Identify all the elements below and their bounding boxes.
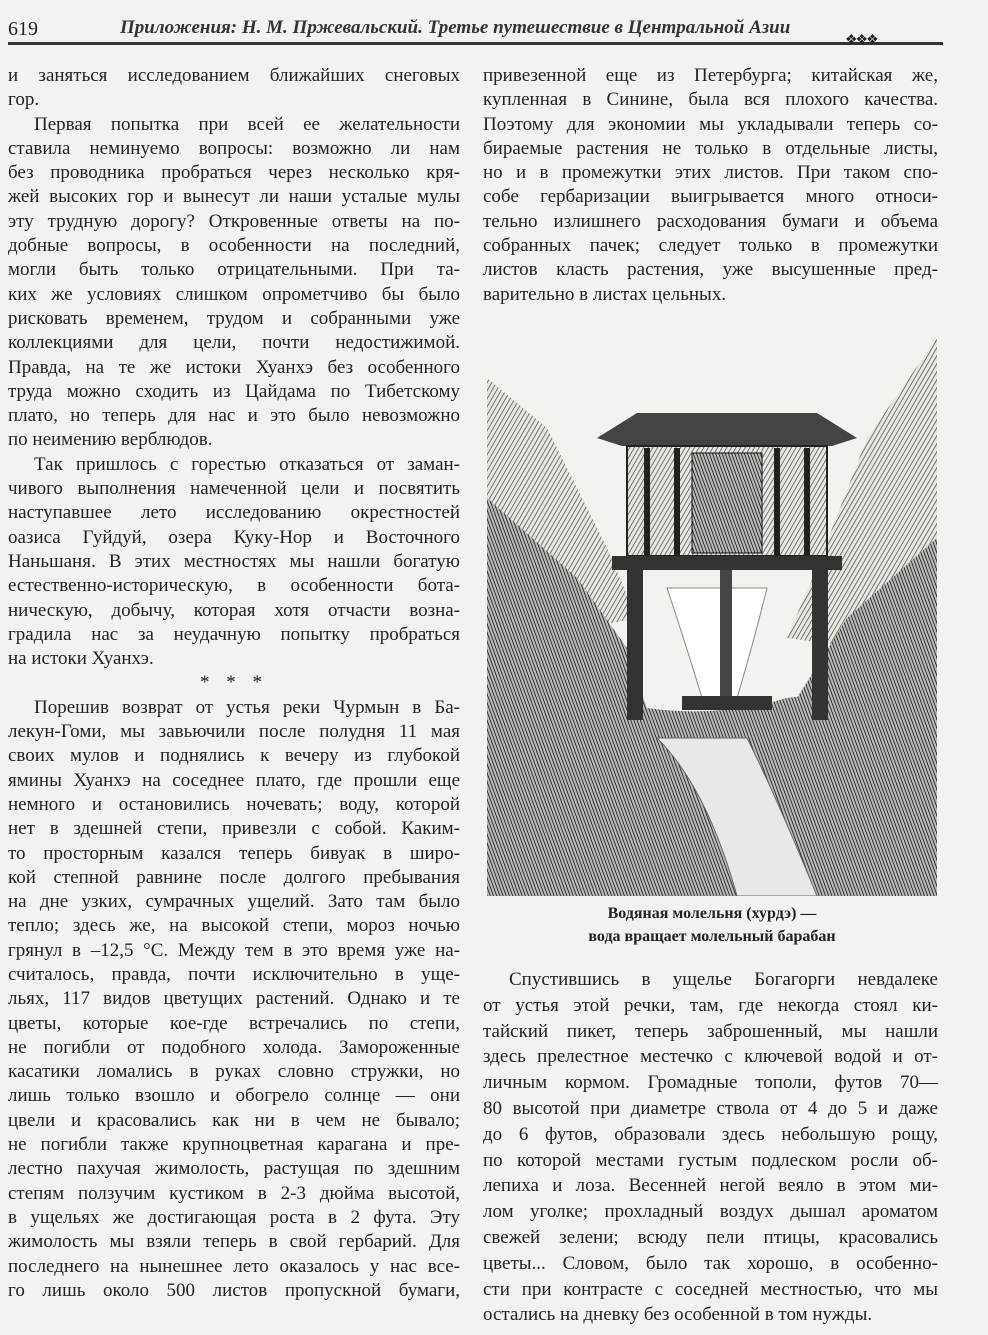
text-line: по которой местами густым подлеском росли об- [483, 1149, 938, 1171]
text-line: личным кормом. Громадные тополи, футов 70— [483, 1072, 938, 1094]
header-rule [8, 42, 943, 45]
text-line: привезенной еще из Петербурга; китайская же, [483, 65, 938, 86]
right-column-top [483, 64, 938, 307]
text-line: немного и остановились ночевать; воду, которой [8, 793, 460, 815]
text-line: последнего на нынешнее лето оказалось у нас все- [8, 1255, 460, 1277]
text-line: цвели и красовались как ни в чем не бывало; [8, 1109, 460, 1131]
text-line: лишь только взошло и обогрело солнце — они [8, 1085, 460, 1107]
text-line: Правда, на те же истоки Хуанхэ без особенного [8, 356, 460, 378]
text-line: по неимению верблюдов. [8, 429, 213, 451]
text-line: эту трудную дорогу? Откровенные ответы на по- [8, 210, 460, 232]
text-line: наступавшее лето исследованию окрестностей [8, 502, 460, 524]
text-line: и заняться исследованием ближайших снеговых [8, 65, 460, 86]
text-line: в ущельях же достигающая роста в 2 фута. Эту [8, 1206, 460, 1228]
text-line: лепиха и лоза. Весенней негой веяло в этом ми- [483, 1175, 938, 1197]
text-line: могли быть только отрицательными. При та- [8, 259, 460, 281]
text-line: Первая попытка при всей ее желательности [34, 113, 460, 135]
text-line: гор. [8, 89, 40, 111]
text-line: Наньшаня. В этих местностях мы нашли богатую [8, 550, 460, 572]
text-line: нет в здешней степи, привезли с собой. Каким- [8, 818, 460, 840]
text-line: то просторным казался теперь бивуак в широ- [8, 842, 460, 864]
text-line: градила нас за неудачную попытку пробраться [8, 623, 460, 645]
text-line: купленная в Синине, была вся плохого качества. [483, 89, 938, 111]
text-line: листов класть растения, уже высушенные пред- [483, 259, 938, 281]
text-line: плато, но теперь для нас и это было невозможно [8, 405, 460, 427]
text-line: цветы... Словом, было так хорошо, в особенно- [483, 1252, 938, 1274]
text-line: коллекциями для цели, почти недостижимой. [8, 332, 460, 354]
text-line: 80 высотой при диаметре ствола от 4 до 5 и даже [483, 1097, 938, 1119]
text-line: но и в промежутки этих листов. При таком спо- [483, 162, 938, 184]
text-line: касатики ломались в руках словно стружки, но [8, 1061, 460, 1083]
caption-line-2: вода вращает молельный барабан [588, 928, 836, 945]
text-line: оазиса Гуйдуй, озера Куку-Нор и Восточного [8, 526, 460, 548]
text-line: бираемые растения не только в отдельные листы, [483, 137, 938, 159]
text-line: степям ползучим кустиком в 2-3 дюйма высотой, [8, 1182, 460, 1204]
text-line: на истоки Хуанхэ. [8, 648, 154, 670]
text-line: грянул в –12,5 °С. Между тем в это время уже на- [8, 939, 460, 961]
text-line: сти при контрасте с соседней местностью, что мы [483, 1278, 938, 1300]
text-line: Порешив возврат от устья реки Чурмын в Ба- [34, 696, 460, 718]
text-line: го лишь около 500 листов пропускной бумаги, [8, 1279, 460, 1301]
caption-line-1: Водяная молельня (хурдэ) — [607, 905, 817, 922]
text-line: естественно-историческую, в особенности бота- [8, 575, 460, 597]
text-line: своих мулов и поднялись к вечеру из глубокой [8, 745, 460, 767]
text-line: жей высоких гор и вынесут ли наши усталые мулы [8, 186, 460, 208]
text-line: без проводника пробраться через несколько кря- [8, 162, 460, 184]
text-line: до 6 футов, образовали здесь небольшую рощу, [483, 1123, 938, 1145]
text-line: Спустившись в ущелье Богагорги невдалеке [509, 969, 938, 990]
text-line: кой степной равнине после долгого пребывания [8, 866, 460, 888]
text-line: свежей зелени; всюду пели птицы, красовались [483, 1226, 938, 1248]
text-line: тельно излишнего расходования бумаги и объема [483, 210, 938, 232]
text-line: тепло; здесь же, на высокой степи, мороз ночью [8, 915, 460, 937]
section-separator: * * * [200, 672, 268, 694]
text-line: варительно в листах цельных. [483, 283, 727, 305]
text-line: считалось, правда, почти исключительно в уще- [8, 963, 460, 985]
text-line: лом уголке; прохладный воздух дышал ароматом [483, 1201, 938, 1223]
running-title: Приложения: Н. М. Пржевальский. Третье путешествие в Центральной Азии [120, 17, 791, 38]
text-line: лестно пахучая жимолость, растущая по здешним [8, 1158, 460, 1180]
text-line: на дне узких, сумрачных ущелий. Зато там было [8, 891, 460, 913]
text-line: тайский пикет, теперь заброшенный, мы нашли [483, 1020, 938, 1042]
text-line: труда можно сходить из Цайдама по Тибетскому [8, 380, 460, 402]
text-line: ническую, добычу, которая хотя отчасти возна- [8, 599, 460, 621]
left-column [8, 64, 460, 1303]
page-number: 619 [8, 18, 38, 40]
text-line: Поэтому для экономии мы укладывали теперь со- [483, 113, 938, 135]
text-line: от устья этой речки, там, где некогда стоял ки- [483, 994, 938, 1016]
figure-caption [487, 902, 937, 948]
text-line: не погибли от подобного холода. Замороженные [8, 1036, 460, 1058]
text-line: остались на дневку без особенной в том нужды. [483, 1304, 873, 1326]
text-line: чивого выполнения намеченной цели и посвятить [8, 478, 460, 500]
text-line: рисковать временем, трудом и собранными уже [8, 307, 460, 329]
text-line: цветы, которые кое-где встречались по степи, [8, 1012, 460, 1034]
text-line: собе гербаризации выигрывается много относи- [483, 186, 938, 208]
ornament-icon: ❖❖❖ [845, 33, 877, 48]
text-line: ставила неминуемо вопросы: возможно ли нам [8, 137, 460, 159]
text-line: жимолость мы взяли теперь в свой гербарий. Для [8, 1231, 460, 1253]
illustration-water-prayer-wheel [487, 318, 937, 896]
right-column-bottom [483, 967, 938, 1328]
text-line: лекун-Гоми, мы завьючили после полудня 11 мая [8, 721, 460, 743]
text-line: льях, 117 видов цветущих растений. Однако и те [8, 988, 460, 1010]
text-line: Так пришлось с горестью отказаться от заман- [34, 453, 460, 475]
text-line: здесь прелестное местечко с ключевой водой и от- [483, 1046, 938, 1068]
text-line: добные вопросы, в особенности на последний, [8, 235, 460, 257]
text-line: ямины Хуанхэ на соседнее плато, где прошли еще [8, 769, 460, 791]
text-line: собранных пачек; следует только в промежутки [483, 235, 938, 257]
text-line: ких же условиях слишком опрометчиво бы было [8, 283, 460, 305]
text-line: не погибли также крупноцветная карагана и пре- [8, 1134, 460, 1156]
